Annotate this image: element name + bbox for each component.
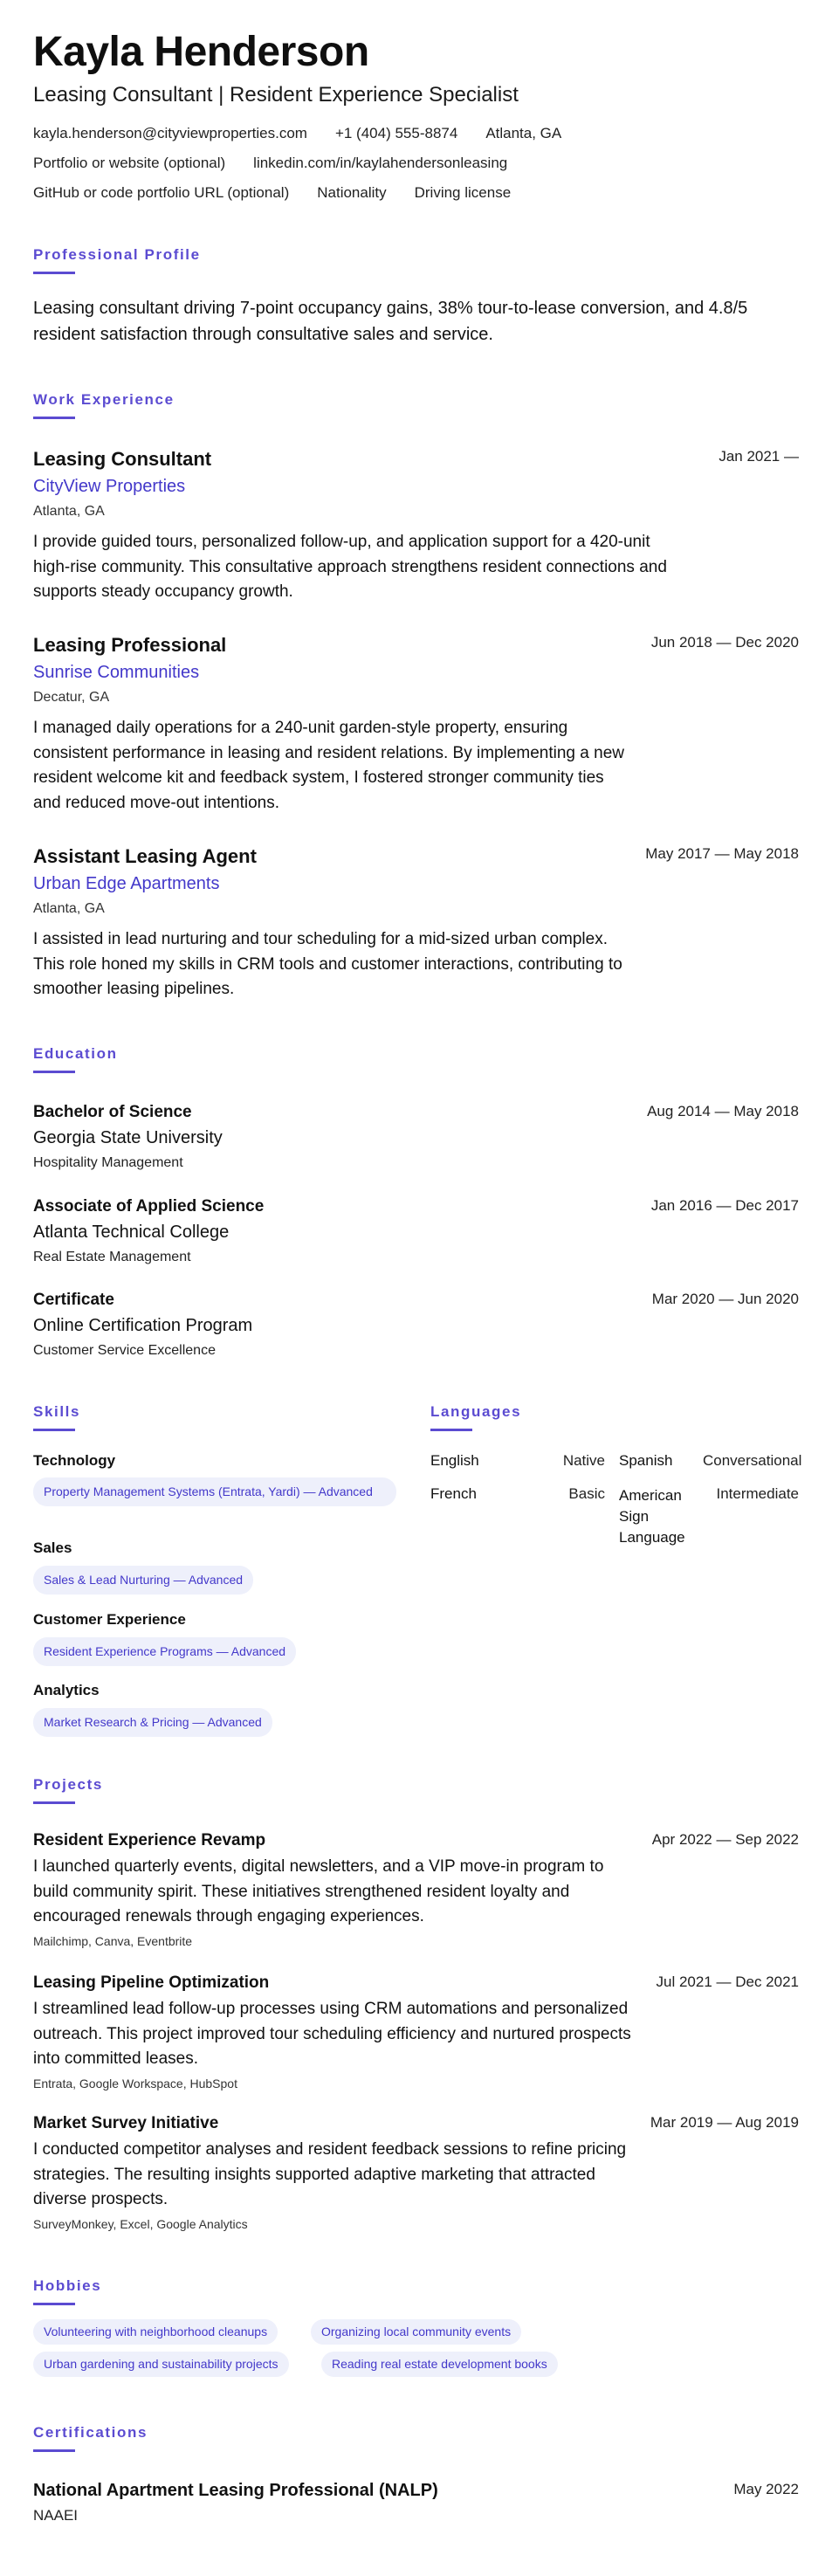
project-tools: Mailchimp, Canva, Eventbrite [33, 1934, 193, 1948]
education-dates: Aug 2014 — May 2018 [647, 1103, 799, 1119]
linkedin-link[interactable]: linkedin.com/in/kaylahendersonleasing [253, 155, 508, 171]
skill-tag: Resident Experience Programs — Advanced [33, 1637, 296, 1666]
degree: Certificate [33, 1291, 114, 1309]
skill-tag: Market Research & Pricing — Advanced [33, 1708, 272, 1737]
school-name: Georgia State University [33, 1128, 223, 1147]
job-dates: Jun 2018 — Dec 2020 [650, 634, 799, 651]
section-divider [33, 1801, 75, 1804]
language-level: Native [562, 1452, 605, 1469]
contact-row-3 [33, 184, 539, 202]
field-of-study: Hospitality Management [33, 1155, 183, 1170]
job-description: I managed daily operations for a 240-unit garden-style property, ensuring consistent performance in leasing and resident relations. By implementing a new resident welcome kit and feedback system, I fostered stronger community ties and reduced move-out intentions. [33, 719, 624, 812]
language-level: Basic [568, 1485, 605, 1502]
project-description: I launched quarterly events, digital newsletters, and a VIP move-in program to build community spirit. These initiatives strengthened resident loyalty and encouraged renewals through engaging experiences. [33, 1857, 604, 1925]
hobby-tag: Organizing local community events [311, 2319, 521, 2345]
job-location: Atlanta, GA [33, 901, 105, 916]
profile-section-title: Professional Profile [33, 246, 201, 263]
section-divider [33, 1429, 75, 1431]
skill-category: Customer Experience [33, 1611, 186, 1628]
language-level: Intermediate [716, 1485, 799, 1502]
school-name: Online Certification Program [33, 1316, 253, 1335]
hobby-tag: Urban gardening and sustainability projects [33, 2352, 289, 2377]
skill-tag: Property Management Systems (Entrata, Yardi) — Advanced [33, 1477, 396, 1506]
project-tools: SurveyMonkey, Excel, Google Analytics [33, 2217, 248, 2231]
location-text: Atlanta, GA [485, 125, 562, 141]
project-name: Market Survey Initiative [33, 2114, 219, 2132]
skill-category: Sales [33, 1539, 72, 1556]
certifications-section-title: Certifications [33, 2424, 148, 2441]
education-dates: Jan 2016 — Dec 2017 [650, 1197, 799, 1214]
hobby-tag: Reading real estate development books [321, 2352, 558, 2377]
email-link[interactable]: kayla.henderson@cityviewproperties.com [33, 125, 307, 141]
nationality-text: Nationality [317, 184, 387, 201]
project-description: I streamlined lead follow-up processes using CRM automations and personalized outreach. This project improved tour scheduling efficiency and nurtured prospects into committed leases. [33, 2000, 631, 2068]
education-section-title: Education [33, 1045, 118, 1062]
school-name: Atlanta Technical College [33, 1223, 230, 1242]
languages-section-title: Languages [430, 1403, 522, 1420]
phone-link[interactable]: +1 (404) 555-8874 [334, 125, 458, 141]
language-name: American Sign Language [619, 1487, 685, 1546]
education-dates: Mar 2020 — Jun 2020 [651, 1291, 799, 1307]
projects-section-title: Projects [33, 1776, 103, 1793]
section-divider [33, 417, 75, 419]
company-name: CityView Properties [33, 477, 186, 496]
project-name: Resident Experience Revamp [33, 1831, 266, 1849]
section-divider [33, 2303, 75, 2305]
project-dates: Jul 2021 — Dec 2021 [656, 1973, 799, 1990]
job-title: Leasing Consultant [33, 448, 212, 470]
field-of-study: Real Estate Management [33, 1250, 191, 1264]
job-location: Atlanta, GA [33, 504, 105, 519]
company-name: Sunrise Communities [33, 663, 200, 682]
section-divider [33, 2449, 75, 2452]
degree: Associate of Applied Science [33, 1197, 265, 1216]
portfolio-link[interactable]: Portfolio or website (optional) [33, 155, 226, 171]
project-dates: Apr 2022 — Sep 2022 [651, 1831, 799, 1848]
profile-summary: Leasing consultant driving 7-point occupancy gains, 38% tour-to-lease conversion, and 4.8/5 resident satisfaction through consultative sales and service. [33, 299, 748, 344]
job-location: Decatur, GA [33, 690, 110, 705]
language-name: English [430, 1452, 479, 1469]
hobby-tag: Volunteering with neighborhood cleanups [33, 2319, 278, 2345]
driving-license-text: Driving license [414, 184, 512, 201]
project-tools: Entrata, Google Workspace, HubSpot [33, 2077, 237, 2090]
contact-row-1 [33, 125, 589, 142]
job-description: I assisted in lead nurturing and tour scheduling for a mid-sized urban complex. This role honed my skills in CRM tools and customer interactions, contributing to smoother leasing pipelines. [33, 930, 622, 998]
language-level: Conversational [703, 1452, 802, 1469]
job-dates: Jan 2021 — [719, 448, 799, 465]
company-name: Urban Edge Apartments [33, 874, 220, 893]
skill-category: Analytics [33, 1682, 100, 1698]
section-divider [430, 1429, 472, 1431]
skills-section-title: Skills [33, 1403, 81, 1420]
language-name: Spanish [619, 1452, 673, 1469]
project-dates: Mar 2019 — Aug 2019 [650, 2114, 799, 2131]
degree: Bachelor of Science [33, 1103, 192, 1121]
candidate-headline: Leasing Consultant | Resident Experience Specialist [33, 83, 519, 107]
certification-issuer: NAAEI [33, 2507, 79, 2524]
certification-name: National Apartment Leasing Professional (NALP) [33, 2481, 438, 2500]
github-link[interactable]: GitHub or code portfolio URL (optional) [33, 184, 290, 201]
contact-row-2 [33, 155, 535, 172]
language-name: French [430, 1485, 477, 1502]
skill-tag: Sales & Lead Nurturing — Advanced [33, 1566, 253, 1595]
job-description: I provide guided tours, personalized follow-up, and application support for a 420-unit high-rise community. This consultative approach strengthens resident connections and supports steady occupancy growth. [33, 533, 667, 601]
section-divider [33, 272, 75, 274]
certification-date: May 2022 [733, 2481, 799, 2497]
candidate-name: Kayla Henderson [33, 29, 369, 75]
hobbies-section-title: Hobbies [33, 2277, 102, 2294]
skill-category: Technology [33, 1452, 116, 1469]
job-title: Leasing Professional [33, 634, 227, 656]
job-dates: May 2017 — May 2018 [645, 845, 799, 862]
experience-section-title: Work Experience [33, 391, 175, 408]
section-divider [33, 1071, 75, 1073]
project-description: I conducted competitor analyses and resident feedback sessions to refine pricing strategies. The resulting insights supported adaptive marketing that attracted diverse prospects. [33, 2140, 627, 2208]
field-of-study: Customer Service Excellence [33, 1343, 216, 1358]
project-name: Leasing Pipeline Optimization [33, 1973, 270, 1992]
job-title: Assistant Leasing Agent [33, 845, 257, 867]
